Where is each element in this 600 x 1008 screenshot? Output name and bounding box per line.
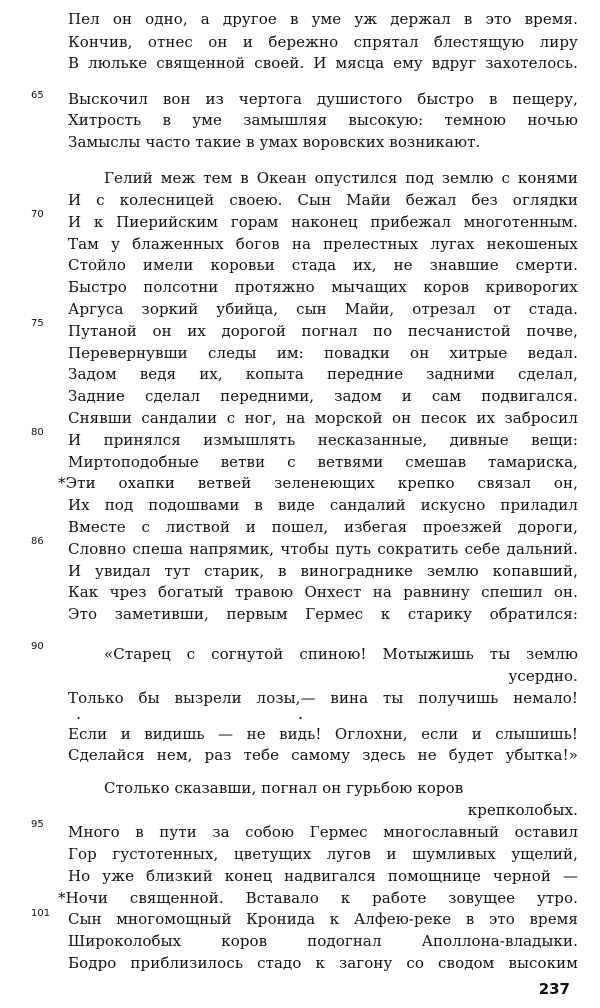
- verse-line-continuation: усердно.: [508, 666, 578, 685]
- line-number: 90: [31, 641, 44, 653]
- verse-line: Там у блаженных богов на прелестных лугах некошеных: [68, 234, 578, 253]
- verse-line: Словно спеша напрямик, чтобы путь сократить себе дальний.: [68, 539, 578, 558]
- verse-line: Только бы вызрели лозы,— вина ты получишь немало!: [68, 688, 578, 707]
- verse-line: Стойло имели коровьи стада их, не знавшие смерти.: [68, 256, 578, 275]
- verse-line: Гор густотенных, цветущих лугов и шумливых ущелий,: [68, 845, 578, 863]
- verse-line: Бодро приблизилось стадо к загону со сводом высоким: [68, 954, 578, 972]
- verse-line: Столько сказавши, погнал он гурьбою коров: [104, 778, 464, 797]
- verse-line: И принялся измышлять несказанные, дивные вещи:: [68, 430, 578, 449]
- line-number: 80: [31, 427, 44, 438]
- verse-line: Но уже близкий конец надвигался помощнице черной —: [68, 866, 578, 885]
- verse-line: *Эти охапки ветвей зеленеющих крепко связал он,: [58, 474, 578, 493]
- verse-line: Пел он одно, а другое в уме уж держал в это время.: [68, 9, 578, 28]
- line-number: 95: [31, 818, 44, 830]
- verse-line: Сын многомощный Кронида к Алфею-реке в это время: [68, 910, 578, 929]
- verse-line: Сделайся нем, раз тебе самому здесь не будет убытка!»: [68, 746, 578, 765]
- verse-line: Миртоподобные ветви с ветвями смешав тамариска,: [68, 452, 578, 471]
- line-number: 86: [31, 536, 44, 547]
- verse-line: *Ночи священной. Вставало к работе зовущее утро.: [58, 888, 578, 907]
- verse-line: Перевернувши следы им: повадки он хитрые ведал.: [68, 343, 578, 362]
- verse-line: Хитрость в уме замышляя высокую: темною ночью: [68, 111, 578, 130]
- verse-line: Много в пути за собою Гермес многославный оставил: [68, 823, 578, 842]
- verse-line: «Старец с согнутой спиною! Мотыжишь ты землю: [104, 645, 578, 663]
- verse-line: Если и видишь — не видь! Оглохни, если и слышишь!: [68, 724, 578, 743]
- verse-line: Путаной он их дорогой погнал по песчанистой почве,: [68, 321, 578, 340]
- verse-line: Выскочил вон из чертога душистого быстро в пещеру,: [68, 89, 578, 108]
- line-number: 75: [31, 318, 44, 329]
- gap-marker: .: [76, 703, 82, 723]
- verse-line: Их под подошвами в виде сандалий искусно приладил: [68, 496, 578, 515]
- verse-line: И с колесницей своею. Сын Майи бежал без оглядки: [68, 190, 578, 209]
- verse-line: Задние сделал передними, задом и сам подвигался.: [68, 387, 578, 406]
- verse-line: Кончив, отнес он и бережно спрятал блестящую лиру: [68, 32, 578, 51]
- gap-marker: .: [298, 703, 304, 723]
- verse-line: Замыслы часто такие в умах воровских возникают.: [68, 133, 481, 152]
- verse-line: Вместе с листвой и пошел, избегая проезжей дороги,: [68, 518, 578, 536]
- line-number: 70: [31, 209, 44, 220]
- verse-line: Аргуса зоркий убийца, сын Майи, отрезал от стада.: [68, 300, 578, 318]
- verse-line: Это заметивши, первым Гермес к старику обратился:: [68, 605, 578, 624]
- verse-line: Как чрез богатый травою Онхест на равнину спешил он.: [68, 583, 578, 602]
- line-number: 101: [31, 907, 51, 919]
- verse-line: Снявши сандалии с ног, на морской он песок их забросил: [68, 409, 578, 427]
- verse-line: И к Пиерийским горам наконец прибежал многотенным.: [68, 212, 578, 231]
- line-number: 65: [31, 89, 44, 101]
- page-number: 237: [538, 980, 570, 998]
- verse-line: Задом ведя их, копыта передние задними сделал,: [68, 365, 578, 384]
- verse-line: И увидал тут старик, в винограднике землю копавший,: [68, 561, 578, 580]
- verse-line: Гелий меж тем в Океан опустился под землю с конями: [104, 169, 578, 188]
- verse-line: В люльке священной своей. И мясца ему вдруг захотелось.: [68, 54, 578, 73]
- verse-line-continuation: крепколобых.: [467, 801, 578, 820]
- verse-line: Широколобых коров подогнал Аполлона-владыки.: [68, 932, 578, 951]
- verse-line: Быстро полсотни протяжно мычащих коров криворогих: [68, 278, 578, 297]
